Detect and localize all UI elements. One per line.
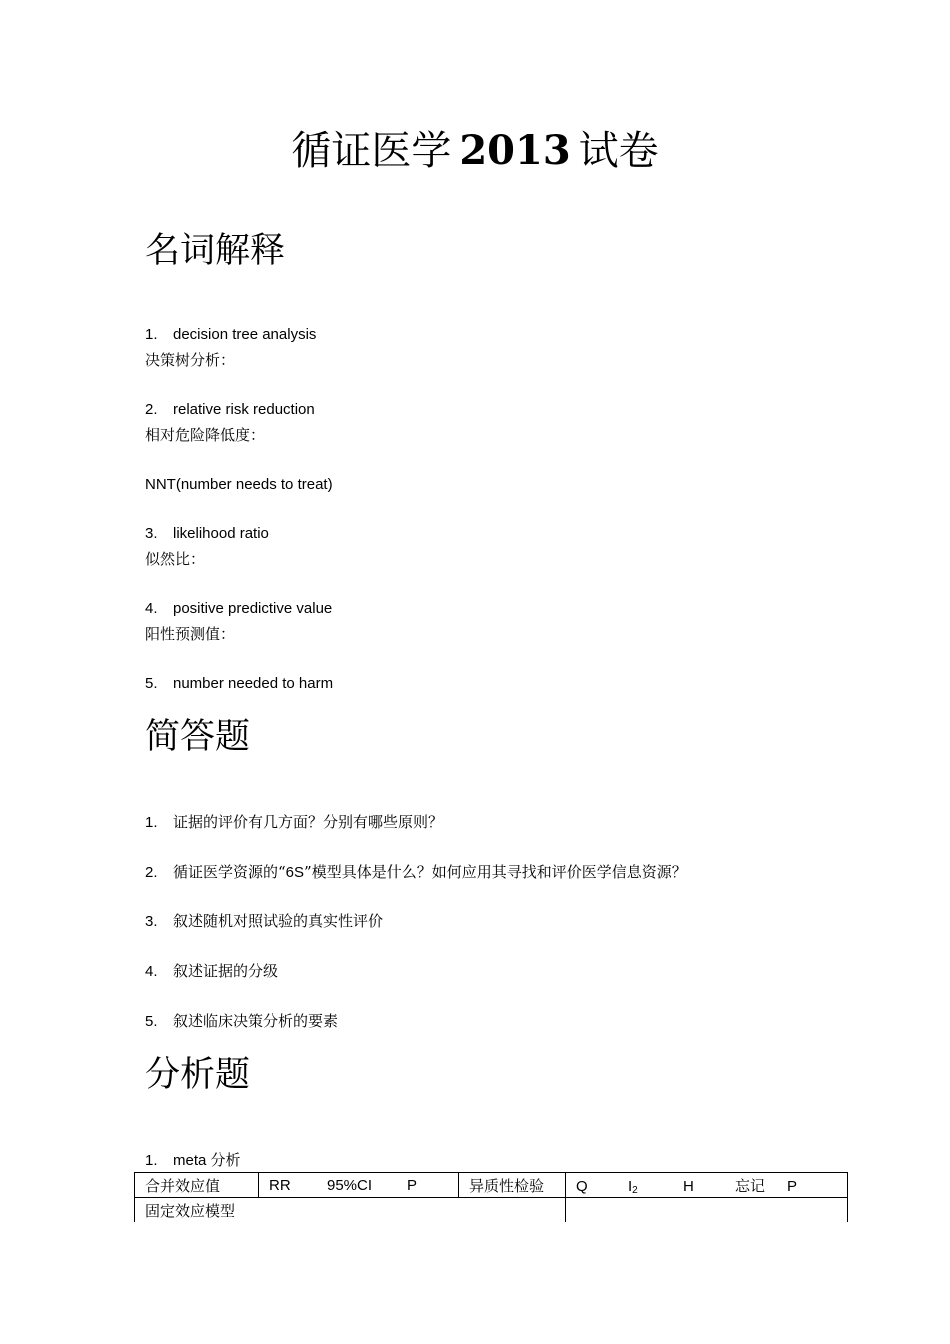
table-cell-fixed-model-label: 固定效应模型 <box>135 1198 566 1223</box>
question-text-part-a: 循证医学资源的“ <box>173 863 286 881</box>
item-number: 3. <box>145 913 158 930</box>
table-cell-heterogeneity-label: 异质性检验 <box>459 1173 566 1198</box>
col-p: P <box>407 1176 418 1194</box>
col-rr: RR <box>269 1176 291 1194</box>
col-q: Q <box>576 1177 588 1195</box>
item-number: 1. <box>145 1152 158 1169</box>
term-item-3 <box>145 523 269 545</box>
question-text-part-c: ”模型具体是什么？如何应用其寻找和评价医学信息资源？ <box>304 863 687 881</box>
term-text: likelihood ratio <box>173 525 269 542</box>
term-text: decision tree analysis <box>173 326 317 343</box>
item-number: 5. <box>145 1013 158 1030</box>
analysis-item-1 <box>145 1149 241 1172</box>
question-text: 叙述随机对照试验的真实性评价 <box>173 912 384 930</box>
item-number: 3. <box>145 525 158 542</box>
col-forgot: 忘记 <box>735 1176 766 1195</box>
term-item-1-cn: 决策树分析： <box>145 351 236 369</box>
item-number: 4. <box>145 963 158 980</box>
title-year: 2013 <box>459 127 571 174</box>
analysis-term: meta <box>173 1152 207 1169</box>
question-item-4 <box>145 960 278 983</box>
item-number: 5. <box>145 675 158 692</box>
section-heading-analysis: 分析题 <box>145 1055 251 1095</box>
table-cell-rr-ci-p <box>259 1173 459 1198</box>
question-item-5 <box>145 1010 338 1033</box>
col-i-letter: I <box>628 1177 633 1195</box>
term-text: positive predictive value <box>173 600 333 617</box>
section-heading-terms: 名词解释 <box>145 231 286 271</box>
term-item-5 <box>145 673 333 695</box>
term-item-3-cn: 似然比： <box>145 550 206 568</box>
term-text: relative risk reduction <box>173 401 315 418</box>
table-row <box>135 1198 848 1223</box>
question-text: 叙述临床决策分析的要素 <box>173 1012 339 1030</box>
section-heading-short-answer: 简答题 <box>145 717 251 757</box>
item-number: 1. <box>145 326 158 343</box>
term-item-nnt: NNT(number needs to treat) <box>145 476 333 493</box>
table-cell-pooled-label: 合并效应值 <box>135 1173 259 1198</box>
term-text: number needed to harm <box>173 675 334 692</box>
term-item-1 <box>145 324 316 346</box>
question-item-3 <box>145 910 383 933</box>
term-item-4 <box>145 598 332 620</box>
item-number: 1. <box>145 814 158 831</box>
col-p2: P <box>787 1177 798 1195</box>
title-text: 循证医学 <box>291 128 452 174</box>
title-suffix: 试卷 <box>578 128 659 174</box>
question-text: 证据的评价有几方面？分别有哪些原则？ <box>173 813 444 831</box>
col-i-subscript: 2 <box>632 1184 638 1196</box>
table-cell-empty <box>566 1198 848 1223</box>
term-item-2 <box>145 399 315 421</box>
question-item-2 <box>145 861 687 884</box>
table-cell-heterogeneity-stats <box>566 1173 848 1198</box>
col-ci: 95%CI <box>327 1176 373 1194</box>
term-item-4-cn: 阳性预测值： <box>145 625 236 643</box>
table-row <box>135 1173 848 1198</box>
analysis-term-cn: 分析 <box>210 1151 241 1169</box>
page-title <box>0 125 950 177</box>
question-text: 叙述证据的分级 <box>173 962 279 980</box>
item-number: 2. <box>145 401 158 418</box>
question-text-part-b: 6S <box>285 864 305 881</box>
question-item-1 <box>145 811 443 834</box>
col-i <box>628 1178 683 1196</box>
term-item-2-cn: 相对危险降低度： <box>145 426 266 444</box>
item-number: 4. <box>145 600 158 617</box>
item-number: 2. <box>145 864 158 881</box>
col-h: H <box>683 1177 694 1195</box>
meta-result-table <box>134 1172 848 1222</box>
